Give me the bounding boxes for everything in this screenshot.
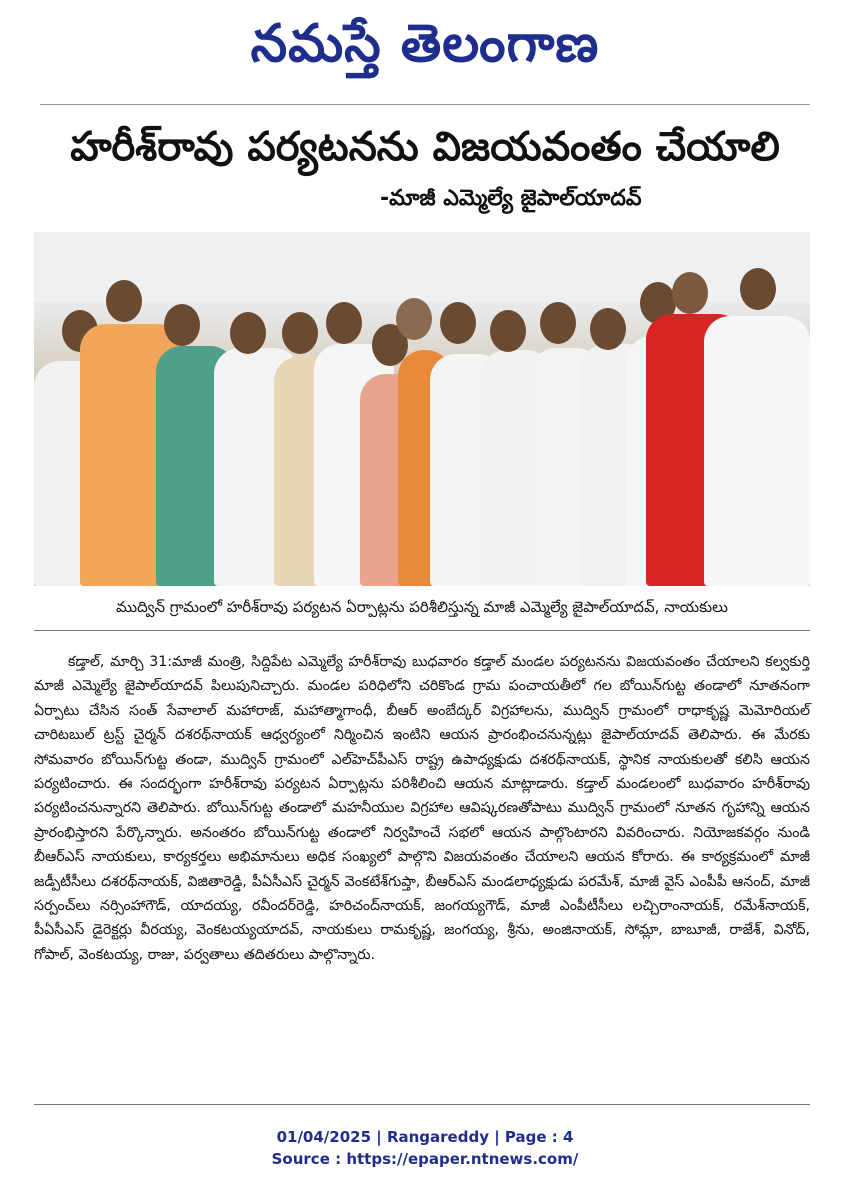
- photo-head: [590, 308, 626, 350]
- footer-source-link[interactable]: Source : https://epaper.ntnews.com/: [271, 1150, 579, 1168]
- photo-head: [106, 280, 142, 322]
- footer-edition-info: 01/04/2025 | Rangareddy | Page : 4: [276, 1128, 574, 1146]
- top-divider: [40, 104, 810, 105]
- photo-head: [440, 302, 476, 344]
- photo-person: [704, 316, 810, 586]
- article-paragraph: కడ్తాల్, మార్చి 31:మాజీ మంత్రి, సిద్దిపేట ఎమ్మెల్యే హరీశ్‌రావు బుధవారం కడ్తాల్ మండల పర్యటనను విజయవంతం చేయాలని కల్వకుర్తి మాజీ ఎమ్మెల్యే జైపాల్‌యాదవ్ పిలుపునిచ్చారు. మండల పరిధిలోని చరికొండ గ్రామ పంచాయతీలో గల బోయిన్‌గుట్ట తండాలో నూతనంగా ఏర్పాటు చేసిన సంత్ సేవాలాల్ మహారాజ్, మహాత్మాగాంధీ, బీఆర్ అంబేద్కర్ విగ్రహాలను, ముద్విన్ గ్రామంలో రాధాకృష్ణ మెమోరియల్ చారిటబుల్ ట్రస్ట్ చైర్మన్ దశరథ్‌నాయక్ ఆధ్వర్యంలో నిర్మించిన ఇంటిని ఆయన ప్రారంభించనున్నట్లు జైపాల్‌యాదవ్ తెలిపారు. ఈ మేరకు సోమవారం బోయిన్‌గుట్ట తండా, ముద్విన్ గ్రామంలో ఎల్‌హెచ్‌పీఎస్ రాష్ట్ర ఉపాధ్యక్షుడు దశరథ్‌నాయక్, స్థానిక నాయకులతో కలిసి ఆయన పర్యటించారు. ఈ సందర్భంగా హరీశ్‌రావు పర్యటన ఏర్పాట్లను పరిశీలించి ఆయన మాట్లాడారు. కడ్తాల్ మండలంలో బుధవారం హరీశ్‌రావు పర్యటించనున్నారని తెలిపారు. బోయిన్‌గుట్ట తండాలో మహనీయుల విగ్రహాల ఆవిష్కరణతోపాటు ముద్విన్ గ్రామంలో నూతన గృహాన్ని ఆయన ప్రారంభిస్తారని పేర్కొన్నారు. అనంతరం బోయిన్‌గుట్ట తండాలో నిర్వహించే సభలో ఆయన పాల్గొంటారని వివరించారు. నియోజకవర్గం నుండి బీఆర్ఎస్ నాయకులు, కార్యకర్తలు అభిమానులు అధిక సంఖ్యలో పాల్గొని విజయవంతం చేయాలని ఆయన కోరారు. ఈ కార్యక్రమంలో మాజీ జడ్పీటీసీలు దశరథ్‌నాయక్, విజితారెడ్డి, పీఏసీఎస్ చైర్మన్ వెంకటేశ్‌గుప్తా, బీఆర్ఎస్ మండలాధ్యక్షుడు పరమేశ్, మాజీ వైస్ ఎంపీపీ ఆనంద్, మాజీ సర్పంచ్‌లు నర్సింహాగౌడ్, యాదయ్య, రవీందర్‌రెడ్డి, హరిచంద్‌నాయక్, జంగయ్యగౌడ్, మాజీ ఎంపీటీసీలు లచ్చిరాంనాయక్, రమేశ్‌నాయక్, పీఏసీఎస్ డైరెక్టర్లు వీరయ్య, వెంకటయ్యయాదవ్, నాయకులు రామకృష్ణ, జంగయ్య, శ్రీను, అంజినాయక్, సోమ్లా, బాబూజీ, రాజేశ్, వినోద్, గోపాల్, వెంకటయ్య, రాజు, పర్వతాలు తదితరులు పాల్గొన్నారు.: [34, 654, 810, 963]
- photo-head: [282, 312, 318, 354]
- photo-head: [164, 304, 200, 346]
- headline: హరీశ్‌రావు పర్యటనను విజయవంతం చేయాలి: [70, 124, 780, 170]
- article-body: [34, 650, 810, 967]
- group-photo-icon: [34, 232, 810, 586]
- photo-head: [540, 302, 576, 344]
- photo-head: [326, 302, 362, 344]
- caption-divider: [34, 630, 810, 631]
- photo-head: [230, 312, 266, 354]
- photo-head: [490, 310, 526, 352]
- photo-head: [396, 298, 432, 340]
- photo-head: [740, 268, 776, 310]
- masthead-logo: నమస్తే తెలంగాణ: [250, 14, 600, 74]
- bottom-divider: [34, 1104, 810, 1105]
- photo-caption: ముద్విన్ గ్రామంలో హరీశ్‌రావు పర్యటన ఏర్పాట్లను పరిశీలిస్తున్న మాజీ ఎమ్మెల్యే జైపాల్‌యాదవ్, నాయకులు: [116, 598, 728, 616]
- footer: [0, 1126, 850, 1170]
- photo-head: [672, 272, 708, 314]
- byline: -మాజీ ఎమ్మెల్యే జైపాల్‌యాదవ్: [380, 186, 642, 211]
